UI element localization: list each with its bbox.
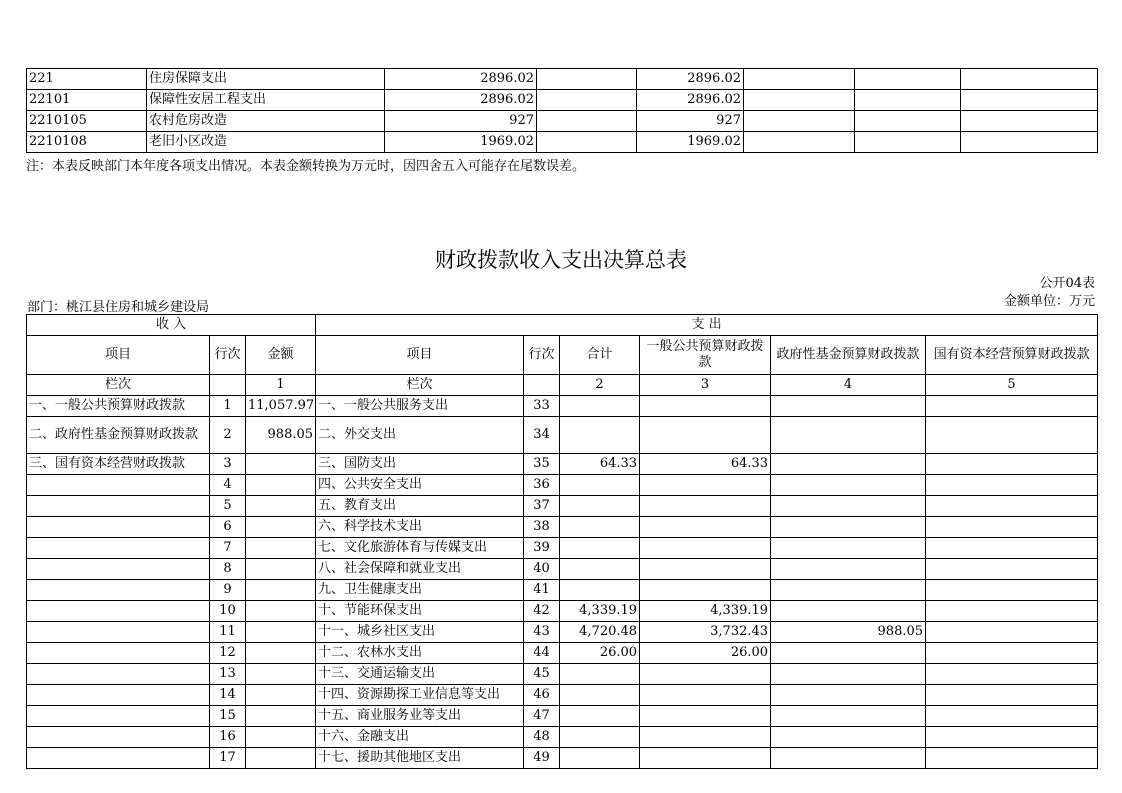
expense-item: 十四、资源勘探工业信息等支出 <box>316 685 524 706</box>
general-budget-amount: 26.00 <box>640 643 771 664</box>
table-row <box>27 748 1098 769</box>
col-label: 栏次 <box>27 375 210 396</box>
fund-budget-amount <box>771 643 926 664</box>
col-2: 2 <box>560 375 640 396</box>
income-amount: 11,057.97 <box>246 396 316 417</box>
general-budget-amount <box>640 517 771 538</box>
expense-total <box>560 664 640 685</box>
expense-total <box>560 706 640 727</box>
income-header: 收 入 <box>27 315 316 336</box>
table-row <box>27 727 1098 748</box>
fund-budget-amount <box>771 538 926 559</box>
table-row <box>27 69 1098 90</box>
income-amount <box>246 685 316 706</box>
state-capital-amount <box>926 517 1098 538</box>
general-budget-amount: 4,339.19 <box>640 601 771 622</box>
amount-cell <box>961 132 1098 153</box>
table-row <box>27 601 1098 622</box>
fund-budget-amount <box>771 454 926 475</box>
income-amount <box>246 601 316 622</box>
amount-cell <box>537 90 637 111</box>
state-capital-amount <box>926 685 1098 706</box>
amount-cell: 927 <box>385 111 537 132</box>
general-budget-amount <box>640 685 771 706</box>
income-row-no: 17 <box>210 748 246 769</box>
expense-row-no: 40 <box>524 559 560 580</box>
general-budget-amount <box>640 475 771 496</box>
state-capital-amount <box>926 396 1098 417</box>
table-row <box>27 622 1098 643</box>
income-item <box>27 559 210 580</box>
amount-cell: 2896.02 <box>637 69 744 90</box>
state-capital-amount <box>926 496 1098 517</box>
state-capital-amount <box>926 475 1098 496</box>
amount-cell: 2896.02 <box>385 90 537 111</box>
income-row-no: 13 <box>210 664 246 685</box>
income-amount <box>246 622 316 643</box>
table-row <box>27 90 1098 111</box>
income-item <box>27 706 210 727</box>
table-row <box>27 559 1098 580</box>
expense-item: 十一、城乡社区支出 <box>316 622 524 643</box>
expense-row-no: 46 <box>524 685 560 706</box>
expense-total: 26.00 <box>560 643 640 664</box>
table-row <box>27 580 1098 601</box>
expense-total <box>560 396 640 417</box>
income-amount <box>246 643 316 664</box>
expense-header: 支 出 <box>316 315 1098 336</box>
income-item <box>27 685 210 706</box>
income-item <box>27 748 210 769</box>
income-row-no: 7 <box>210 538 246 559</box>
state-capital-amount <box>926 417 1098 454</box>
income-item: 二、政府性基金预算财政拨款 <box>27 417 210 454</box>
header-row-2 <box>27 336 1098 375</box>
expense-item: 十六、金融支出 <box>316 727 524 748</box>
fund-budget-amount <box>771 517 926 538</box>
table-note: 注：本表反映部门本年度各项支出情况。本表金额转换为万元时，因四舍五入可能存在尾数误差。 <box>26 159 586 174</box>
income-item: 三、国有资本经营财政拨款 <box>27 454 210 475</box>
fund-budget-amount <box>771 664 926 685</box>
general-budget-amount <box>640 664 771 685</box>
income-amount <box>246 475 316 496</box>
general-budget-amount <box>640 496 771 517</box>
amount-cell <box>961 90 1098 111</box>
expense-row-no: 36 <box>524 475 560 496</box>
col-5: 5 <box>926 375 1098 396</box>
income-amount <box>246 454 316 475</box>
table-row <box>27 454 1098 475</box>
expense-item: 二、外交支出 <box>316 417 524 454</box>
fund-budget-amount <box>771 748 926 769</box>
amount-cell: 1969.02 <box>385 132 537 153</box>
subject-name: 住房保障支出 <box>147 69 385 90</box>
income-row-no-header: 行次 <box>210 336 246 375</box>
expense-row-no: 35 <box>524 454 560 475</box>
expense-item: 九、卫生健康支出 <box>316 580 524 601</box>
state-capital-amount <box>926 664 1098 685</box>
income-amount-header: 金额 <box>246 336 316 375</box>
expense-row-no: 33 <box>524 396 560 417</box>
col-4: 4 <box>771 375 926 396</box>
expense-item: 八、社会保障和就业支出 <box>316 559 524 580</box>
expense-row-no: 43 <box>524 622 560 643</box>
general-budget-amount: 3,732.43 <box>640 622 771 643</box>
income-row-no: 14 <box>210 685 246 706</box>
expense-total <box>560 417 640 454</box>
expense-row-no-header: 行次 <box>524 336 560 375</box>
income-row-no: 9 <box>210 580 246 601</box>
income-amount <box>246 559 316 580</box>
amount-cell: 1969.02 <box>637 132 744 153</box>
income-item <box>27 622 210 643</box>
amount-cell <box>744 111 855 132</box>
expense-row-no: 45 <box>524 664 560 685</box>
fund-budget-amount <box>771 706 926 727</box>
table-row <box>27 685 1098 706</box>
expense-row-no: 47 <box>524 706 560 727</box>
expense-item: 六、科学技术支出 <box>316 517 524 538</box>
col-3: 3 <box>640 375 771 396</box>
expense-item: 一、一般公共服务支出 <box>316 396 524 417</box>
state-capital-amount <box>926 559 1098 580</box>
amount-cell <box>961 69 1098 90</box>
income-item <box>27 496 210 517</box>
expense-item: 三、国防支出 <box>316 454 524 475</box>
income-amount <box>246 727 316 748</box>
fund-budget-amount <box>771 417 926 454</box>
expense-item: 五、教育支出 <box>316 496 524 517</box>
subject-name: 老旧小区改造 <box>147 132 385 153</box>
expense-total: 4,720.48 <box>560 622 640 643</box>
amount-cell <box>855 132 961 153</box>
page-title: 财政拨款收入支出决算总表 <box>435 248 687 272</box>
income-row-no: 16 <box>210 727 246 748</box>
general-budget-amount: 64.33 <box>640 454 771 475</box>
income-row-no: 6 <box>210 517 246 538</box>
expense-row-no: 34 <box>524 417 560 454</box>
subject-code: 2210105 <box>27 111 147 132</box>
expense-row-no: 49 <box>524 748 560 769</box>
fund-budget-amount <box>771 496 926 517</box>
amount-cell <box>537 132 637 153</box>
state-capital-amount <box>926 643 1098 664</box>
subject-name: 保障性安居工程支出 <box>147 90 385 111</box>
fund-budget-amount: 988.05 <box>771 622 926 643</box>
expense-item: 十七、援助其他地区支出 <box>316 748 524 769</box>
income-item <box>27 664 210 685</box>
income-amount: 988.05 <box>246 417 316 454</box>
fund-budget-amount <box>771 559 926 580</box>
form-code: 公开04表 <box>1039 276 1095 291</box>
amount-cell <box>537 69 637 90</box>
general-budget-amount <box>640 727 771 748</box>
expense-total <box>560 748 640 769</box>
fund-budget-amount <box>771 601 926 622</box>
fund-budget-header: 政府性基金预算财政拨款 <box>771 336 926 375</box>
income-item <box>27 538 210 559</box>
expense-total <box>560 559 640 580</box>
expense-item: 十五、商业服务业等支出 <box>316 706 524 727</box>
amount-cell: 2896.02 <box>385 69 537 90</box>
state-capital-amount <box>926 601 1098 622</box>
amount-cell <box>855 69 961 90</box>
amount-cell: 2896.02 <box>637 90 744 111</box>
table-row <box>27 475 1098 496</box>
fund-budget-amount <box>771 580 926 601</box>
income-amount <box>246 538 316 559</box>
income-item <box>27 601 210 622</box>
state-capital-amount <box>926 706 1098 727</box>
expense-total <box>560 727 640 748</box>
state-capital-header: 国有资本经营预算财政拨款 <box>926 336 1098 375</box>
expense-item: 十、节能环保支出 <box>316 601 524 622</box>
expense-row-no: 42 <box>524 601 560 622</box>
amount-cell: 927 <box>637 111 744 132</box>
subject-code: 221 <box>27 69 147 90</box>
income-row-no: 15 <box>210 706 246 727</box>
income-row-no: 5 <box>210 496 246 517</box>
fund-budget-amount <box>771 727 926 748</box>
expense-item-header: 项目 <box>316 336 524 375</box>
expense-total-header: 合计 <box>560 336 640 375</box>
expense-row-no: 39 <box>524 538 560 559</box>
expense-total <box>560 538 640 559</box>
amount-cell <box>744 90 855 111</box>
table-row <box>27 664 1098 685</box>
income-item: 一、一般公共预算财政拨款 <box>27 396 210 417</box>
amount-cell <box>855 90 961 111</box>
table-row <box>27 396 1098 417</box>
income-row-no: 3 <box>210 454 246 475</box>
expense-total <box>560 580 640 601</box>
col-label-2: 栏次 <box>316 375 524 396</box>
table-row <box>27 496 1098 517</box>
amount-cell <box>744 132 855 153</box>
expense-total <box>560 685 640 706</box>
table-row <box>27 538 1098 559</box>
income-amount <box>246 517 316 538</box>
income-item <box>27 517 210 538</box>
amount-unit: 金额单位：万元 <box>1003 294 1095 309</box>
table-row <box>27 111 1098 132</box>
expense-item: 十三、交通运输支出 <box>316 664 524 685</box>
state-capital-amount <box>926 580 1098 601</box>
expense-total <box>560 475 640 496</box>
income-item <box>27 643 210 664</box>
subject-code: 22101 <box>27 90 147 111</box>
subject-name: 农村危房改造 <box>147 111 385 132</box>
expense-item: 十二、农林水支出 <box>316 643 524 664</box>
table-row <box>27 643 1098 664</box>
general-budget-amount <box>640 748 771 769</box>
expense-item: 七、文化旅游体育与传媒支出 <box>316 538 524 559</box>
income-item <box>27 475 210 496</box>
expense-row-no: 37 <box>524 496 560 517</box>
expense-total <box>560 496 640 517</box>
amount-cell <box>537 111 637 132</box>
header-row-1 <box>27 315 1098 336</box>
expense-item: 四、公共安全支出 <box>316 475 524 496</box>
fund-budget-amount <box>771 685 926 706</box>
expense-row-no: 41 <box>524 580 560 601</box>
amount-cell <box>855 111 961 132</box>
col-1: 1 <box>246 375 316 396</box>
subject-code: 2210108 <box>27 132 147 153</box>
column-index-row <box>27 375 1098 396</box>
income-item <box>27 727 210 748</box>
income-row-no: 8 <box>210 559 246 580</box>
income-amount <box>246 748 316 769</box>
general-budget-amount <box>640 417 771 454</box>
expense-row-no: 44 <box>524 643 560 664</box>
state-capital-amount <box>926 454 1098 475</box>
state-capital-amount <box>926 748 1098 769</box>
state-capital-amount <box>926 622 1098 643</box>
expense-total: 4,339.19 <box>560 601 640 622</box>
table-row <box>27 132 1098 153</box>
amount-cell <box>961 111 1098 132</box>
income-amount <box>246 580 316 601</box>
income-row-no: 1 <box>210 396 246 417</box>
general-budget-amount <box>640 538 771 559</box>
state-capital-amount <box>926 538 1098 559</box>
state-capital-amount <box>926 727 1098 748</box>
income-row-no: 4 <box>210 475 246 496</box>
expense-row-no: 48 <box>524 727 560 748</box>
expense-row-no: 38 <box>524 517 560 538</box>
budget-summary-table <box>26 314 1098 769</box>
expense-detail-table <box>26 68 1098 153</box>
amount-cell <box>744 69 855 90</box>
fund-budget-amount <box>771 396 926 417</box>
table-row <box>27 417 1098 454</box>
income-row-no: 2 <box>210 417 246 454</box>
general-budget-amount <box>640 580 771 601</box>
expense-total <box>560 517 640 538</box>
income-row-no: 11 <box>210 622 246 643</box>
income-amount <box>246 496 316 517</box>
income-amount <box>246 706 316 727</box>
income-row-no: 12 <box>210 643 246 664</box>
expense-total: 64.33 <box>560 454 640 475</box>
income-item-header: 项目 <box>27 336 210 375</box>
table-row <box>27 517 1098 538</box>
general-budget-amount <box>640 706 771 727</box>
department-label: 部门：桃江县住房和城乡建设局 <box>27 300 210 315</box>
general-budget-amount <box>640 559 771 580</box>
income-row-no: 10 <box>210 601 246 622</box>
income-item <box>27 580 210 601</box>
table-row <box>27 706 1098 727</box>
income-amount <box>246 664 316 685</box>
fund-budget-amount <box>771 475 926 496</box>
general-budget-amount <box>640 396 771 417</box>
general-budget-header: 一般公共预算财政拨 款 <box>640 336 771 375</box>
